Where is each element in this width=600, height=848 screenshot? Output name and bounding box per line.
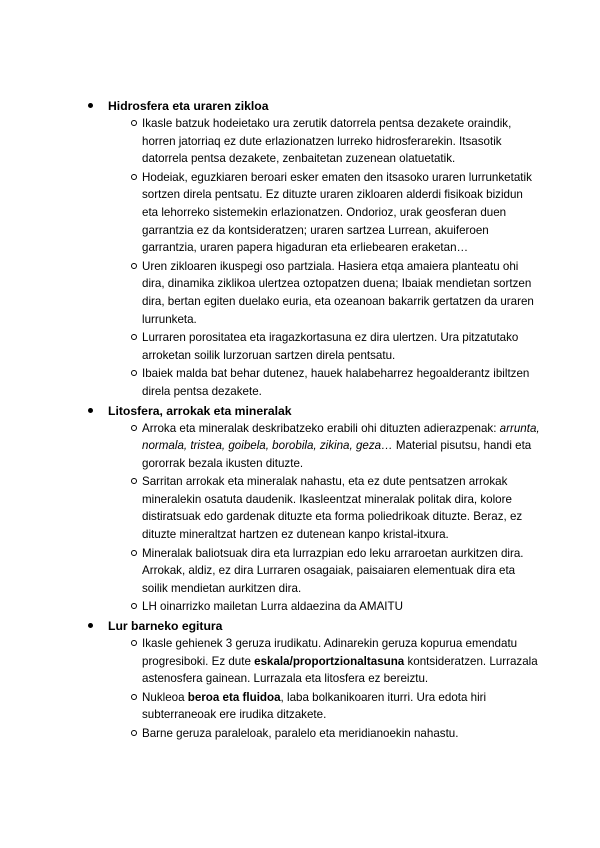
section-hidrosfera <box>84 97 540 401</box>
text-run: Arroka eta mineralak deskribatzeko erabili ohi dituzten adierazpenak: <box>142 421 500 435</box>
bullet-circle-icon <box>131 120 137 126</box>
list-item <box>108 365 540 400</box>
sub-list <box>108 115 540 401</box>
bullet-circle-icon <box>131 478 137 484</box>
list-item <box>108 420 540 473</box>
text-run: Ikasle gehienek 3 geruza irudikatu. Adinarekin geruza kopurua emendatu progresiboki. Ez dute <box>142 637 518 668</box>
text-run: , laba bolkanikoaren iturri. Ura edota hiri subterraneoak ere irudika ditzakete. <box>142 690 487 722</box>
list-item <box>108 473 540 543</box>
sub-list <box>108 635 540 743</box>
item-text: Ikasle batzuk hodeietako ura zerutik datorrela pentsa dezakete oraindik, horren jatorriaq ez dute erlazionatzen lurreko hidrosferarekin. Itsasotik datorrela pentsa dezakete, zenbaitetan zuzenean olatuetatik. <box>142 117 512 166</box>
item-text: Uren zikloaren ikuspegi oso partziala. Hasiera etqa amaiera planteatu ohi dira, dinamika ziklikoa ulertzea oztopatzen duena; Ibaiak mendietan sortzen dira, bertan egiten duelako euria, eta ozeanoan bakarrik gertatzen da uraren lurrunketa. <box>142 259 534 326</box>
bullet-circle-icon <box>131 334 137 340</box>
italic-examples: arrunta, normala, tristea, goibela, borobila, zikina, geza… <box>142 421 540 453</box>
section-title: Lur barneko egitura <box>108 619 223 634</box>
bullet-circle-icon <box>131 550 137 556</box>
item-text: LH oinarrizko mailetan Lurra aldaezina da AMAITU <box>142 600 403 614</box>
bullet-circle-icon <box>131 174 137 180</box>
bullet-circle-icon <box>131 694 137 700</box>
list-item <box>108 545 540 598</box>
item-text <box>142 420 540 473</box>
item-text: Hodeiak, eguzkiaren beroari esker ematen den itsasoko uraren lurrunketatik sortzen direla pentsatu. Ez dituzte uraren zikloaren alderdi fisikoak bizidun eta lehorreko sistemekin erlazionatzen. Ondorioz, urak geosferan duen garrantzia ez da kontsideratzen; uraren sartzea Lurrean, akuiferoen garrantzia, uraren papera higaduran eta erliebearen eraketan… <box>142 170 532 255</box>
list-item <box>108 598 540 616</box>
list-item <box>108 115 540 168</box>
document-body <box>84 97 540 744</box>
section-title: Hidrosfera eta uraren zikloa <box>108 99 269 113</box>
list-item <box>108 258 540 328</box>
bullet-dot-icon <box>88 623 93 628</box>
item-text: Lurraren porositatea eta iragazkortasuna ez dira ulertzen. Ura pitzatutako arroketan soilik lurzoruan sartzen direla pentsatu. <box>142 331 519 362</box>
bullet-dot-icon <box>88 103 93 108</box>
bullet-dot-icon <box>88 408 93 413</box>
item-text: Barne geruza paraleloak, paralelo eta meridianoekin nahastu. <box>142 727 459 740</box>
item-text: Sarritan arrokak eta mineralak nahastu, eta ez dute pentsatzen arrokak mineralekin osatuta daudenik. Ikasleentzat mineralak politak dira, kolore distiratsuak edo gardenak dituzte eta forma poliedrikoak dituzte. Beraz, ez dituzte mineraltzat hartzen ez dutenean kanpo kristal-itxura. <box>142 475 523 542</box>
list-item <box>108 725 540 743</box>
bold-term: beroa eta fluidoa <box>187 690 281 704</box>
section-litosfera <box>84 402 540 617</box>
bullet-circle-icon <box>131 730 137 736</box>
item-text: Ibaiek malda bat behar dutenez, hauek halabeharrez hegoalderantz ibiltzen direla pentsa dezakete. <box>142 367 530 398</box>
list-item <box>108 169 540 257</box>
bold-term: eskala/proportzionaltasuna <box>254 654 405 668</box>
bullet-circle-icon <box>131 263 137 269</box>
section-title: Litosfera, arrokak eta mineralak <box>108 403 292 418</box>
bullet-circle-icon <box>131 603 137 609</box>
item-text: Mineralak baliotsuak dira eta lurrazpian edo leku arraroetan aurkitzen dira. Arrokak, aldiz, ez dira Lurraren osagaiak, paisaiaren elementuak dira eta soilik mendietan aurkitzen dira. <box>142 546 524 595</box>
bullet-circle-icon <box>131 370 137 376</box>
item-text <box>142 689 540 724</box>
bullet-circle-icon <box>131 640 137 646</box>
sub-list <box>108 420 540 617</box>
text-run: Nukleoa <box>142 690 188 704</box>
list-item <box>108 689 540 724</box>
list-item <box>108 329 540 364</box>
bullet-circle-icon <box>131 425 137 431</box>
text-run: Material pisutsu, handi eta gororrak bezala ikusten dituzte. <box>142 439 532 470</box>
section-lur-barneko-egitura <box>84 617 540 743</box>
list-item <box>108 635 540 688</box>
text-run: kontsideratzen. Lurrazala astenosfera gainean. Lurrazala eta litosfera ez bereiztu. <box>142 654 538 686</box>
item-text <box>142 635 540 688</box>
